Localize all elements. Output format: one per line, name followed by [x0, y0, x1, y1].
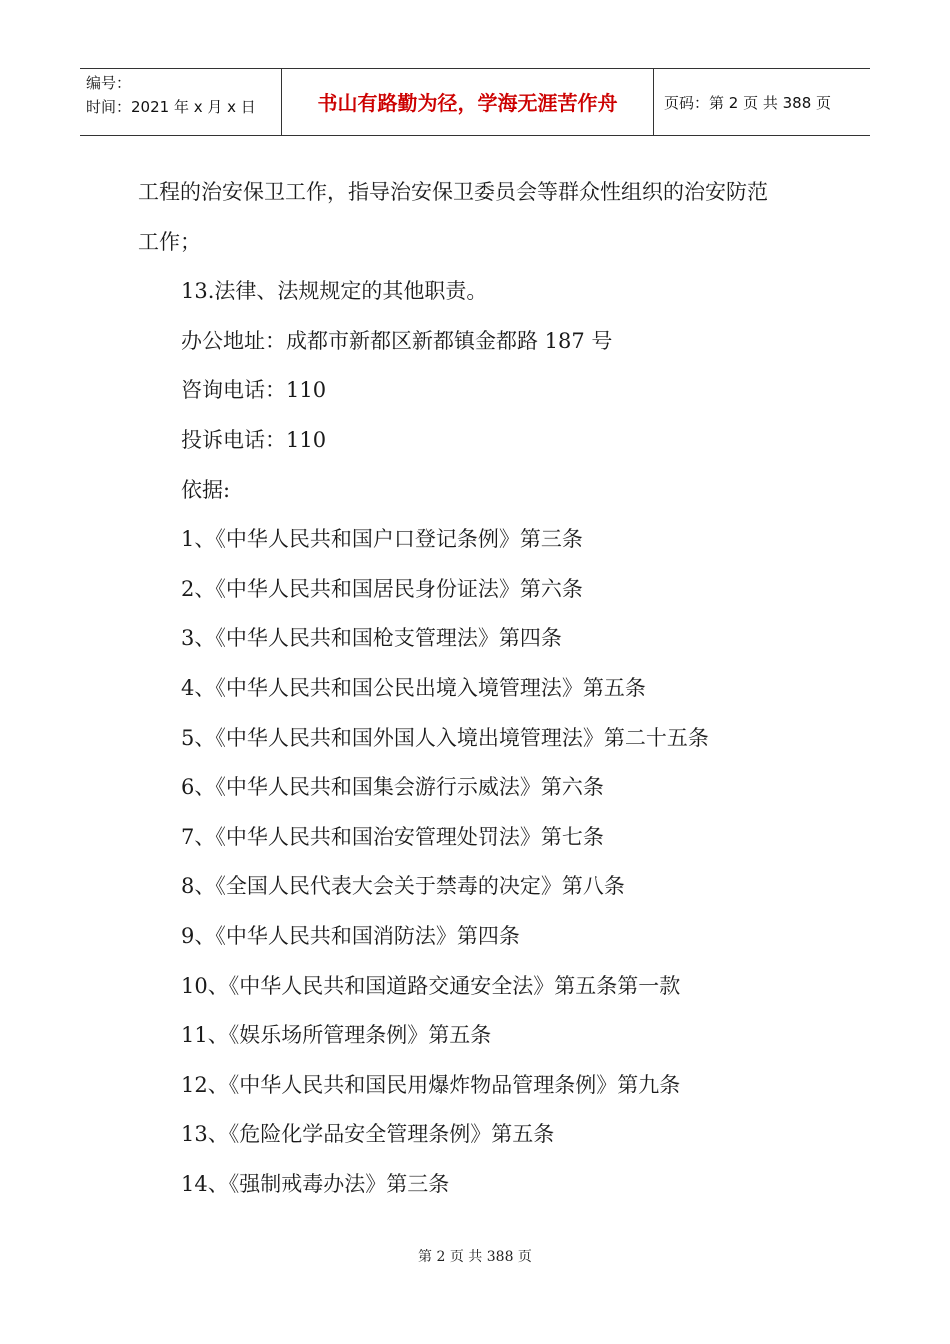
basis-item: 12、《中华人民共和国民用爆炸物品管理条例》第九条 — [181, 1072, 681, 1097]
office-address: 办公地址：成都市新都区新都镇金都路 187 号 — [181, 328, 613, 353]
body-paragraph: 工程的治安保卫工作，指导治安保卫委员会等群众性组织的治安防范 — [138, 180, 768, 204]
basis-item: 6、《中华人民共和国集会游行示威法》第六条 — [181, 775, 604, 800]
basis-item: 2、《中华人民共和国居民身份证法》第六条 — [181, 576, 583, 601]
header-motto: 书山有路勤为径，学海无涯苦作舟 — [282, 69, 654, 135]
page-footer: 第 2 页 共 388 页 — [418, 1249, 532, 1265]
number-label: 编号： — [86, 74, 132, 92]
body-paragraph: 工作； — [138, 229, 201, 254]
header-page-info: 页码：第 2 页 共 388 页 — [664, 94, 832, 112]
page-header — [80, 68, 870, 136]
basis-item: 14、《强制戒毒办法》第三条 — [181, 1171, 450, 1196]
basis-heading: 依据: — [181, 477, 231, 502]
basis-item: 10、《中华人民共和国道路交通安全法》第五条第一款 — [181, 973, 681, 998]
basis-item: 8、《全国人民代表大会关于禁毒的决定》第八条 — [181, 874, 625, 899]
basis-item: 5、《中华人民共和国外国人入境出境管理法》第二十五条 — [181, 725, 709, 750]
header-meta-cell — [80, 69, 282, 135]
time-label: 时间：2021 年 x 月 x 日 — [86, 98, 256, 116]
basis-item: 11、《娱乐场所管理条例》第五条 — [181, 1023, 492, 1048]
basis-item: 7、《中华人民共和国治安管理处罚法》第七条 — [181, 824, 604, 849]
basis-item: 9、《中华人民共和国消防法》第四条 — [181, 923, 520, 948]
complaint-phone: 投诉电话：110 — [181, 427, 327, 452]
basis-item: 4、《中华人民共和国公民出境入境管理法》第五条 — [181, 675, 646, 700]
consult-phone: 咨询电话：110 — [181, 378, 327, 403]
body-paragraph: 13.法律、法规规定的其他职责。 — [181, 279, 488, 304]
document-body — [138, 168, 838, 1209]
basis-item: 3、《中华人民共和国枪支管理法》第四条 — [181, 626, 562, 651]
basis-item: 13、《危险化学品安全管理条例》第五条 — [181, 1122, 555, 1147]
basis-item: 1、《中华人民共和国户口登记条例》第三条 — [181, 527, 583, 552]
